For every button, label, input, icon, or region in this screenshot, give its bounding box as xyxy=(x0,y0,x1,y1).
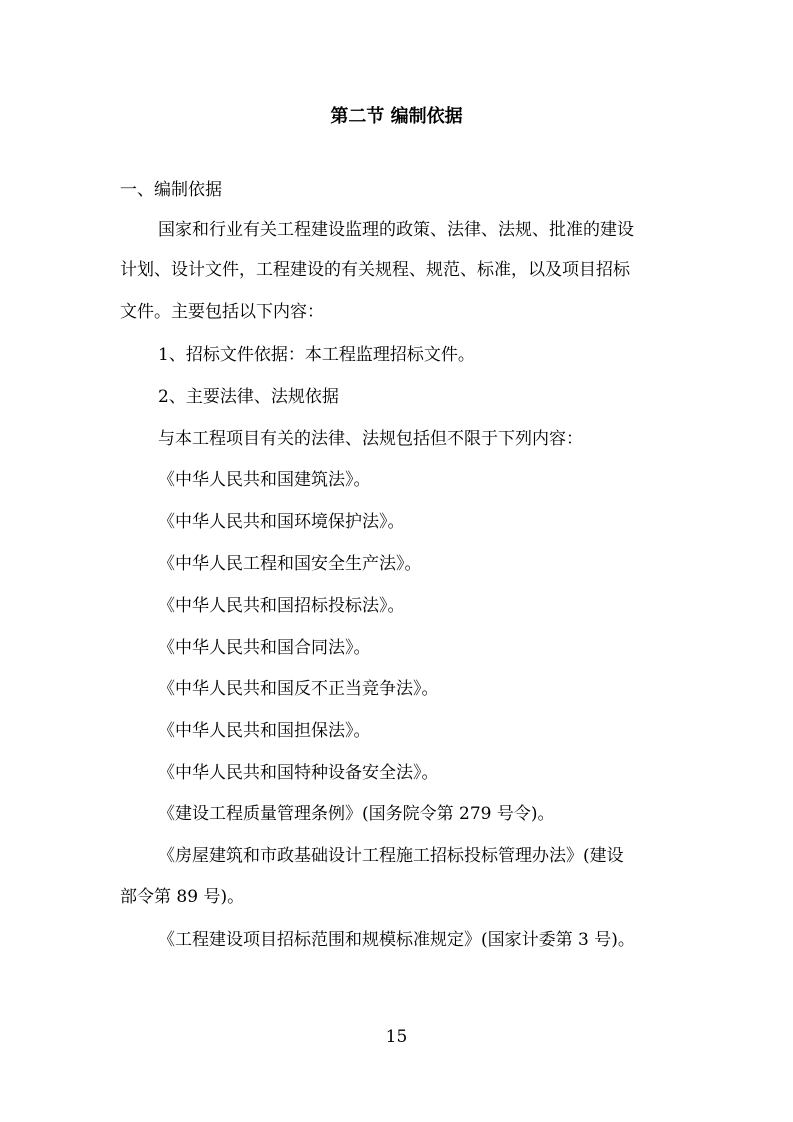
law-item: 《中华人民共和国建筑法》。 xyxy=(158,470,371,490)
section-heading: 一、编制依据 xyxy=(120,180,222,200)
law-item: 《中华人民工程和国安全生产法》。 xyxy=(158,554,422,574)
page-title: 第二节 编制依据 xyxy=(330,106,463,127)
item-tender-docs: 1、招标文件依据：本工程监理招标文件。 xyxy=(158,345,475,365)
law-item: 《中华人民共和国担保法》。 xyxy=(158,721,371,741)
law-item: 《中华人民共和国特种设备安全法》。 xyxy=(158,763,439,783)
law-item: 《中华人民共和国反不正当竞争法》。 xyxy=(158,679,439,699)
law-item: 《中华人民共和国招标投标法》。 xyxy=(158,596,405,616)
law-item: 《中华人民共和国合同法》。 xyxy=(158,638,371,658)
intro-line-3: 文件。主要包括以下内容： xyxy=(120,302,324,322)
intro-line-1: 国家和行业有关工程建设监理的政策、法律、法规、批准的建设 xyxy=(158,220,634,240)
laws-intro: 与本工程项目有关的法律、法规包括但不限于下列内容： xyxy=(158,429,583,449)
item-laws-heading: 2、主要法律、法规依据 xyxy=(158,387,339,407)
regulation-housing-line-1: 《房屋建筑和市政基础设计工程施工招标投标管理办法》(建设 xyxy=(158,846,624,866)
page-number: 15 xyxy=(385,1027,408,1047)
regulation-housing-line-2: 部令第 89 号)。 xyxy=(120,887,245,907)
intro-line-2: 计划、设计文件，工程建设的有关规程、规范、标准，以及项目招标 xyxy=(120,260,630,280)
regulation-scope: 《工程建设项目招标范围和规模标准规定》(国家计委第 3 号)。 xyxy=(158,930,635,950)
law-item: 《中华人民共和国环境保护法》。 xyxy=(158,512,405,532)
law-item: 《建设工程质量管理条例》(国务院令第 279 号令)。 xyxy=(158,804,555,824)
